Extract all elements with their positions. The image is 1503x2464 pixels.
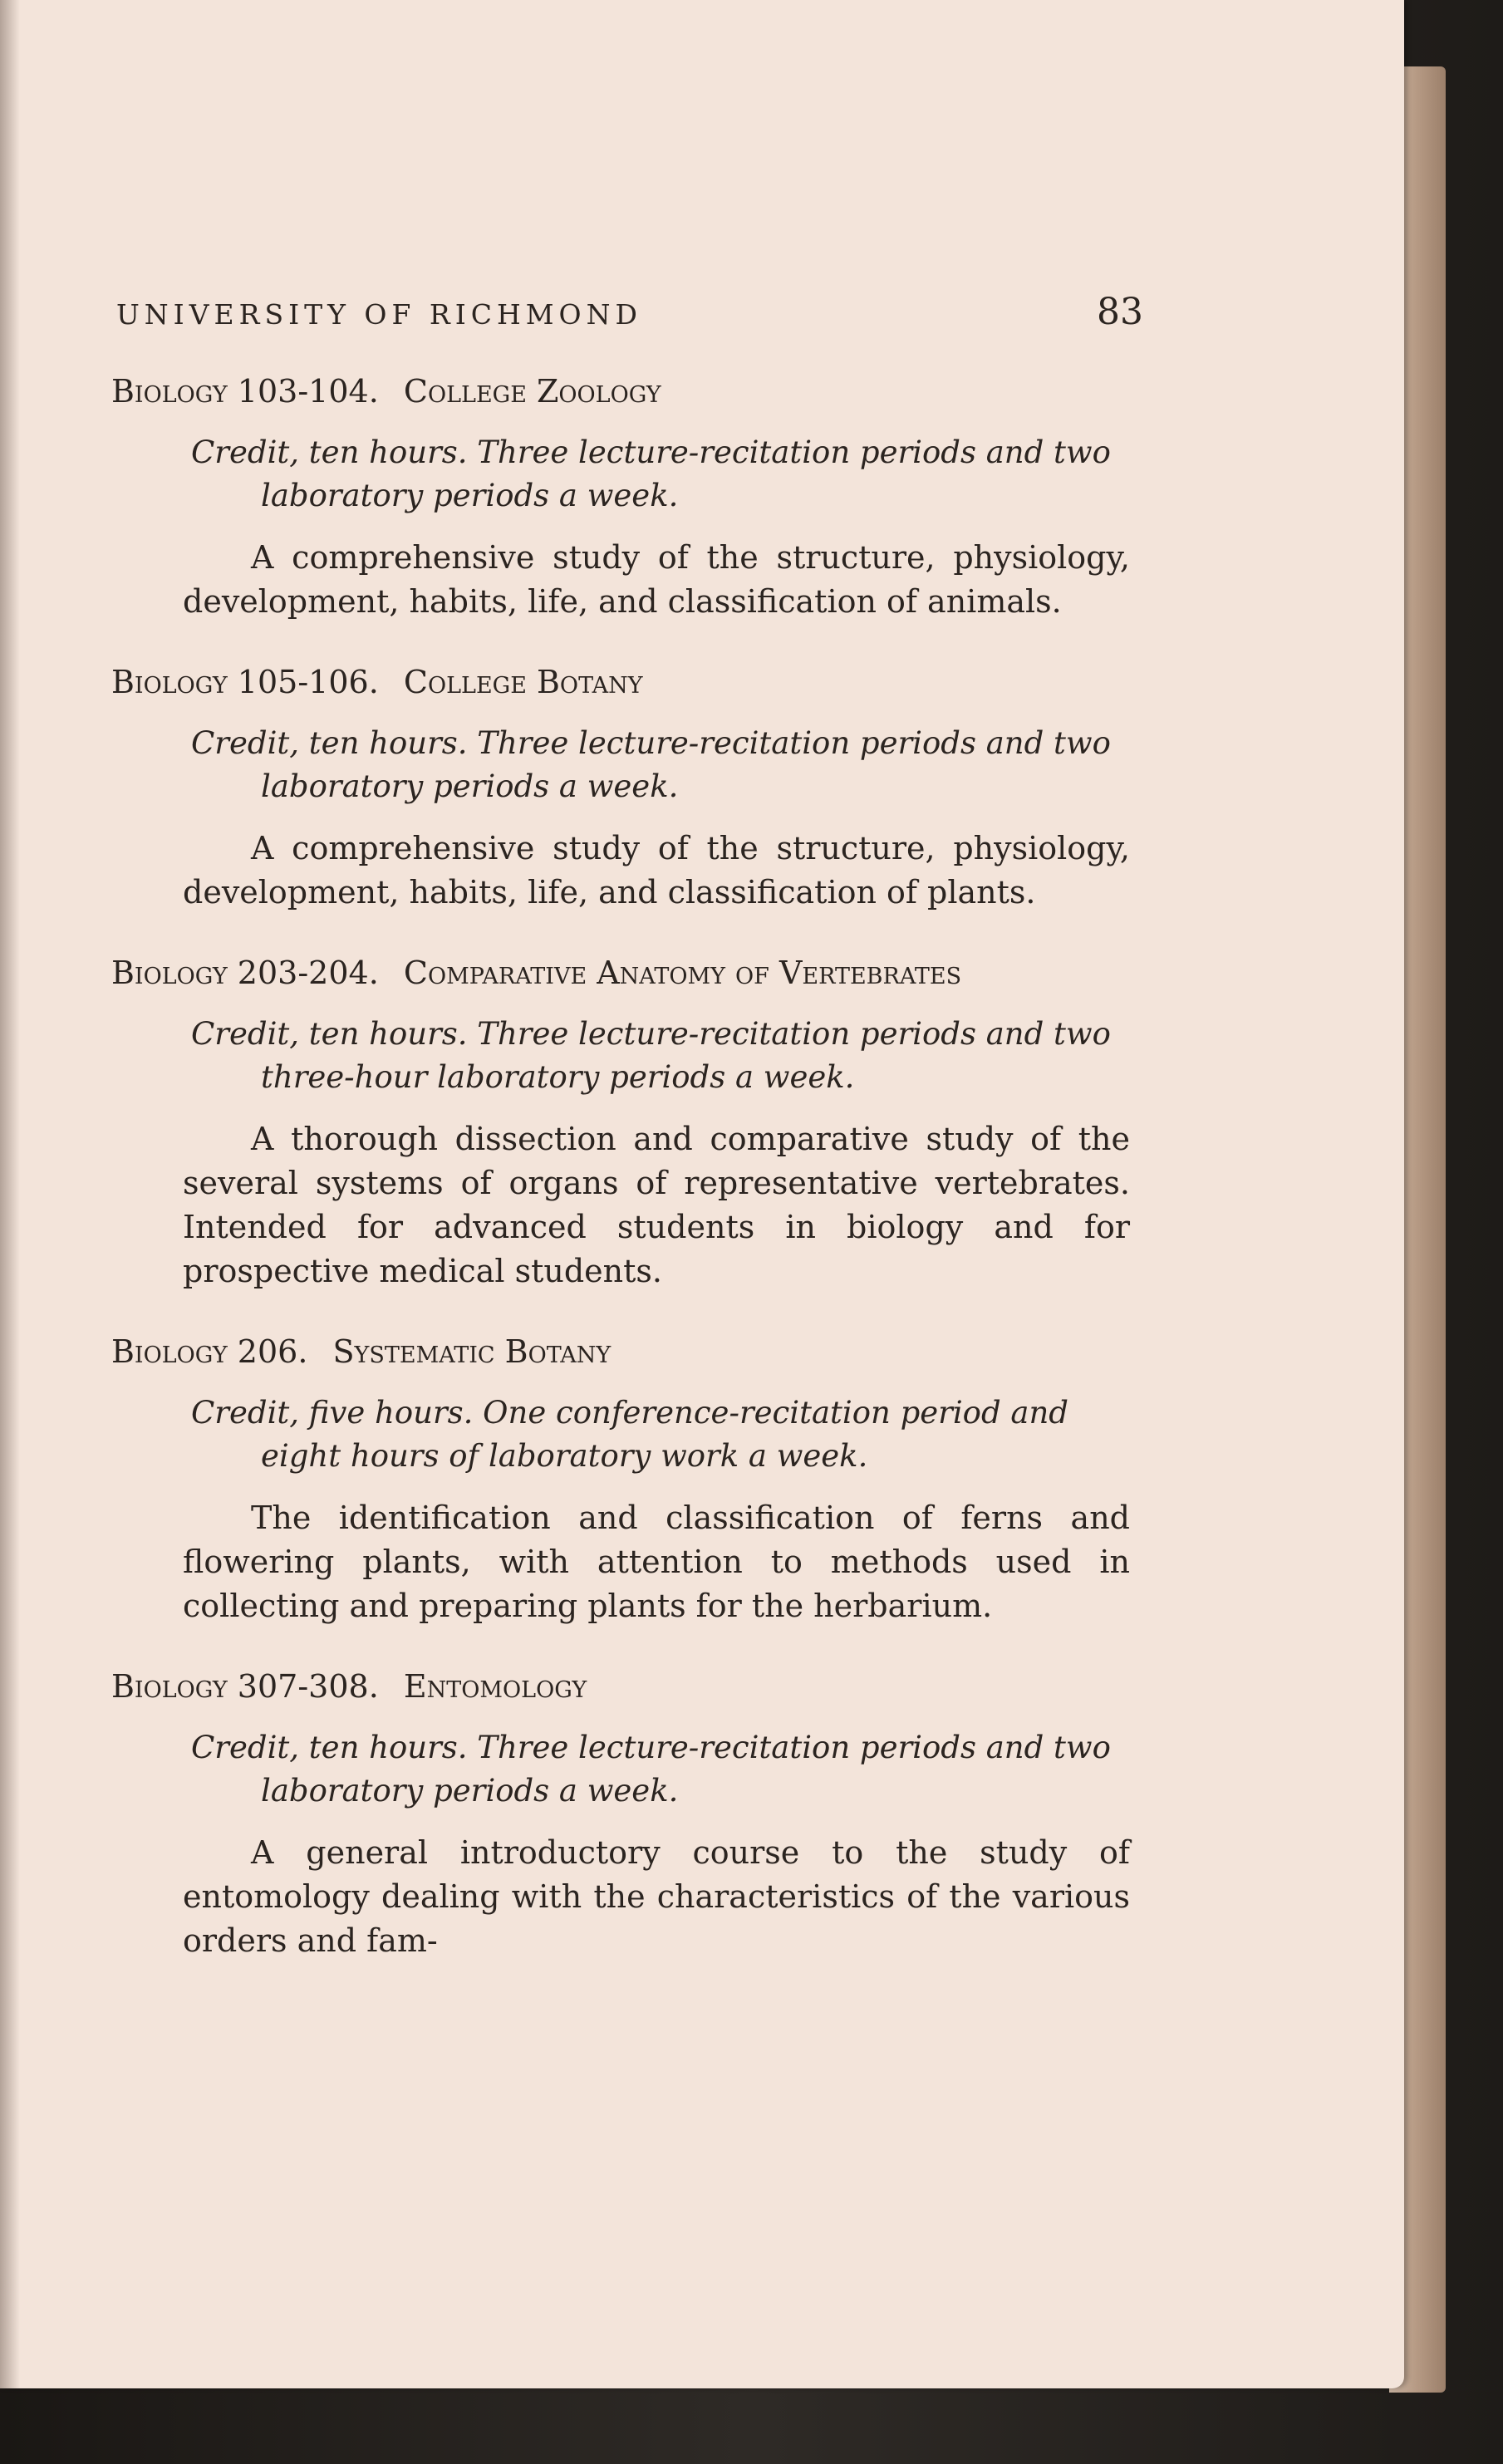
course-entry — [111, 370, 1130, 624]
course-description: A general introductory course to the study of entomology dealing with the characteristics of the various orders and fam- — [183, 1834, 1130, 1959]
course-title: College Botany — [403, 664, 643, 700]
course-code: Biology 103-104. — [111, 373, 379, 410]
course-title: Comparative Anatomy of Vertebrates — [403, 955, 962, 991]
course-code: Biology 105-106. — [111, 664, 379, 700]
course-code: Biology 203-204. — [111, 955, 379, 991]
course-title: College Zoology — [403, 373, 661, 410]
course-entry — [111, 951, 1130, 1293]
course-heading — [111, 660, 1130, 704]
course-description: A comprehensive study of the structure, physiology, development, habits, life, and classification of animals. — [183, 539, 1130, 620]
running-head — [116, 291, 1143, 333]
course-entry — [111, 1330, 1130, 1628]
course-heading — [111, 1330, 1130, 1373]
course-description: A comprehensive study of the structure, physiology, development, habits, life, and classification of plants. — [183, 830, 1130, 911]
course-entry — [111, 660, 1130, 915]
course-description: A thorough dissection and comparative study of the several systems of organs of representative vertebrates. Intended for advanced students in biology and for prospective medical students. — [183, 1121, 1130, 1289]
page-number: 83 — [1097, 291, 1143, 333]
course-heading — [111, 951, 1130, 994]
course-credit: Credit, five hours. One conference-recitation period and eight hours of laboratory work a week. — [191, 1395, 1068, 1474]
course-credit: Credit, ten hours. Three lecture-recitation periods and two laboratory periods a week. — [191, 1730, 1111, 1809]
course-credit: Credit, ten hours. Three lecture-recitation periods and two laboratory periods a week. — [191, 725, 1111, 804]
course-code: Biology 206. — [111, 1333, 308, 1370]
spine-shadow — [0, 0, 20, 2388]
course-title: Systematic Botany — [332, 1333, 612, 1370]
course-entry — [111, 1665, 1130, 1963]
course-code: Biology 307-308. — [111, 1668, 379, 1705]
course-credit: Credit, ten hours. Three lecture-recitation periods and two three-hour laboratory periods a week. — [191, 1016, 1111, 1095]
course-description: The identification and classification of ferns and flowering plants, with attention to methods used in collecting and preparing plants for the herbarium. — [183, 1500, 1130, 1624]
course-title: Entomology — [403, 1668, 587, 1705]
course-heading — [111, 1665, 1130, 1708]
course-credit: Credit, ten hours. Three lecture-recitation periods and two laboratory periods a week. — [191, 434, 1111, 513]
running-head-title: UNIVERSITY OF RICHMOND — [116, 298, 642, 331]
course-heading — [111, 370, 1130, 413]
page-content — [111, 291, 1143, 2000]
